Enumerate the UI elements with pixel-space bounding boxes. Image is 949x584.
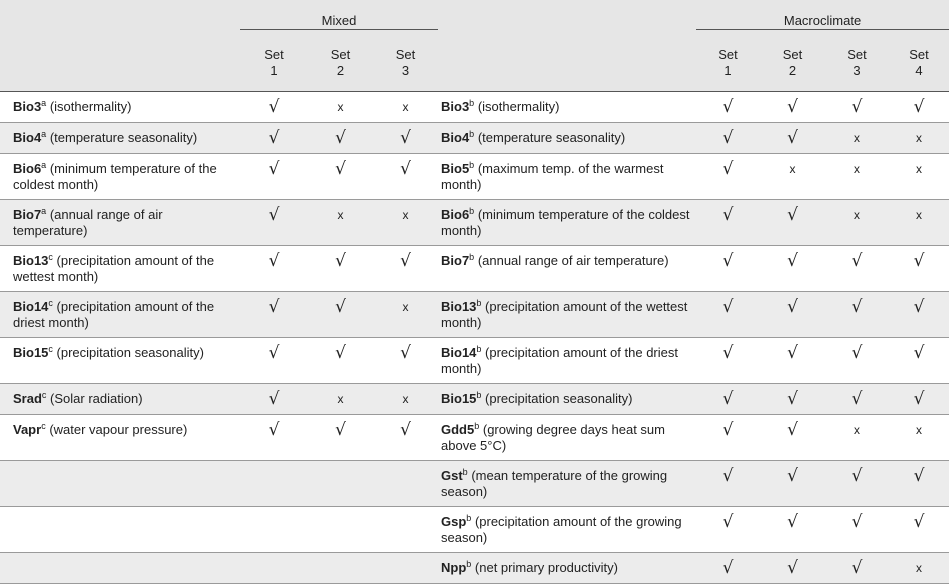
variable-footnote: b	[469, 252, 475, 262]
macro-set-mark	[825, 200, 889, 246]
variable-code: Bio15	[13, 345, 49, 360]
variable-code: Bio13	[13, 253, 49, 268]
check-mark: √	[913, 343, 925, 363]
mixed-set-mark	[373, 246, 438, 292]
check-mark: √	[787, 512, 798, 532]
variable-footnote: c	[48, 344, 53, 354]
variable-code: Gsp	[441, 514, 467, 529]
macroclimate-label: Macroclimate	[696, 13, 949, 30]
variable-footnote: b	[469, 98, 475, 108]
set-word: Set	[718, 46, 738, 62]
cross-mark: x	[402, 300, 409, 314]
mixed-variable-label	[0, 92, 240, 123]
cross-mark: x	[402, 392, 409, 406]
set-word: Set	[909, 46, 929, 62]
macro-variable-label	[438, 415, 696, 461]
table-row	[0, 384, 949, 415]
cross-mark: x	[337, 100, 344, 114]
check-mark: √	[913, 512, 925, 532]
variable-description: (minimum temperature of the coldest month)	[441, 207, 690, 238]
check-mark: √	[787, 97, 798, 117]
variable-footnote: c	[48, 252, 53, 262]
variable-code: Bio6	[441, 207, 470, 222]
mixed-variable-label	[0, 507, 240, 553]
variable-description: (precipitation amount of the wettest month)	[13, 253, 215, 284]
mixed-set-mark	[373, 154, 438, 200]
check-mark: √	[787, 251, 798, 271]
macro-set-mark	[825, 338, 889, 384]
check-mark: √	[787, 420, 798, 440]
macro-set-mark	[889, 123, 949, 154]
mixed-set-mark	[240, 461, 308, 507]
macro-variable-label	[438, 507, 696, 553]
variable-footnote: b	[466, 559, 472, 569]
check-mark: √	[851, 97, 863, 117]
check-mark: √	[913, 97, 925, 117]
check-mark: √	[335, 128, 346, 148]
mixed-variable-label	[0, 384, 240, 415]
variable-code: Gdd5	[441, 422, 475, 437]
macro-set-mark	[696, 507, 760, 553]
mixed-set-mark	[240, 507, 308, 553]
check-mark: √	[268, 159, 280, 179]
mixed-set-mark	[373, 292, 438, 338]
macro-set-header	[825, 34, 889, 92]
mixed-variable-label	[0, 461, 240, 507]
check-mark: √	[851, 389, 863, 409]
check-mark: √	[268, 297, 280, 317]
macro-set-mark	[889, 92, 949, 123]
check-mark: √	[722, 558, 734, 578]
macro-set-mark	[696, 338, 760, 384]
check-mark: √	[787, 205, 798, 225]
mixed-set-mark	[240, 154, 308, 200]
macro-set-mark	[696, 246, 760, 292]
mixed-set-mark	[308, 338, 373, 384]
mixed-set-mark	[308, 246, 373, 292]
macro-set-mark	[696, 123, 760, 154]
check-mark: √	[268, 343, 280, 363]
macroclimate-group-header	[696, 0, 949, 34]
mixed-set-mark	[308, 415, 373, 461]
macro-set-mark	[825, 461, 889, 507]
table-row	[0, 415, 949, 461]
macro-set-mark	[825, 292, 889, 338]
macro-set-mark	[825, 415, 889, 461]
set-word: Set	[330, 46, 351, 62]
variable-code: Bio6	[13, 161, 42, 176]
variable-code: Npp	[441, 560, 467, 575]
macro-variable-label	[438, 92, 696, 123]
variable-description: (precipitation seasonality)	[485, 391, 633, 406]
variable-description: (minimum temperature of the coldest month)	[13, 161, 217, 192]
set-number: 1	[724, 62, 732, 78]
mixed-set-mark	[308, 154, 373, 200]
cross-mark: x	[916, 208, 923, 222]
macro-set-mark	[889, 338, 949, 384]
table-row	[0, 123, 949, 154]
check-mark: √	[851, 251, 863, 271]
macro-variable-label	[438, 384, 696, 415]
variable-footnote: c	[41, 390, 47, 400]
macro-set-mark	[825, 246, 889, 292]
check-mark: √	[268, 97, 280, 117]
set-number: 3	[401, 62, 410, 78]
mixed-set-mark	[240, 246, 308, 292]
variable-code: Bio4	[441, 130, 470, 145]
mixed-variable-label	[0, 415, 240, 461]
macro-variable-label	[438, 154, 696, 200]
check-mark: √	[268, 389, 280, 409]
check-mark: √	[851, 297, 863, 317]
macro-set-mark	[760, 200, 825, 246]
variable-description: (net primary productivity)	[474, 560, 618, 575]
variable-description: (precipitation amount of the driest month)	[441, 345, 678, 376]
check-mark: √	[335, 297, 346, 317]
variable-footnote: a	[41, 206, 47, 216]
variable-code: Bio14	[441, 345, 477, 360]
mixed-set-mark	[373, 415, 438, 461]
table-row	[0, 507, 949, 553]
cross-mark: x	[337, 208, 344, 222]
mixed-set-mark	[240, 92, 308, 123]
mixed-set-mark	[373, 553, 438, 584]
variable-code: Bio5	[441, 161, 470, 176]
mixed-set-mark	[308, 200, 373, 246]
table-row	[0, 92, 949, 123]
variable-description: (precipitation amount of the driest month)	[13, 299, 215, 330]
mixed-set-mark	[373, 461, 438, 507]
check-mark: √	[722, 389, 734, 409]
macro-set-mark	[889, 461, 949, 507]
macro-set-mark	[889, 154, 949, 200]
cross-mark: x	[402, 208, 409, 222]
variable-description: (growing degree days heat sum above 5°C)	[441, 422, 665, 453]
mixed-variable-label	[0, 292, 240, 338]
macro-set-mark	[760, 384, 825, 415]
variable-code: Bio3	[441, 99, 470, 114]
check-mark: √	[268, 128, 280, 148]
macro-set-mark	[889, 384, 949, 415]
macro-set-mark	[825, 123, 889, 154]
mixed-variable-label	[0, 200, 240, 246]
macro-set-mark	[825, 92, 889, 123]
macro-set-mark	[889, 200, 949, 246]
variable-code: Bio7	[13, 207, 42, 222]
variable-footnote: b	[462, 467, 468, 477]
macro-set-mark	[696, 461, 760, 507]
macro-set-header	[760, 34, 825, 92]
macro-set-mark	[760, 415, 825, 461]
mixed-set-mark	[240, 553, 308, 584]
macro-variable-label	[438, 123, 696, 154]
variable-description: (mean temperature of the growing season)	[441, 468, 668, 499]
check-mark: √	[722, 128, 734, 148]
variable-code: Bio13	[441, 299, 477, 314]
cross-mark: x	[402, 100, 409, 114]
macro-set-header	[889, 34, 949, 92]
mixed-label: Mixed	[240, 13, 438, 30]
check-mark: √	[787, 343, 798, 363]
check-mark: √	[787, 466, 798, 486]
mixed-set-mark	[240, 415, 308, 461]
mixed-set-mark	[373, 507, 438, 553]
variable-footnote: b	[466, 513, 472, 523]
mixed-set-mark	[240, 123, 308, 154]
table-row	[0, 338, 949, 384]
table-row	[0, 553, 949, 584]
macro-set-mark	[696, 292, 760, 338]
check-mark: √	[722, 420, 734, 440]
macro-set-mark	[889, 507, 949, 553]
macro-set-mark	[760, 92, 825, 123]
check-mark: √	[851, 512, 863, 532]
check-mark: √	[787, 297, 798, 317]
mixed-set-mark	[373, 92, 438, 123]
mixed-set-mark	[240, 292, 308, 338]
check-mark: √	[268, 251, 280, 271]
check-mark: √	[335, 251, 346, 271]
macro-set-mark	[696, 200, 760, 246]
macro-variable-label	[438, 292, 696, 338]
macro-set-mark	[760, 507, 825, 553]
macro-set-mark	[760, 123, 825, 154]
macro-set-mark	[889, 415, 949, 461]
check-mark: √	[268, 205, 280, 225]
check-mark: √	[722, 159, 734, 179]
table-header	[0, 0, 949, 92]
check-mark: √	[913, 389, 925, 409]
set-word: Set	[264, 46, 284, 62]
cross-mark: x	[854, 162, 860, 176]
variable-description: (temperature seasonality)	[477, 130, 626, 145]
macro-set-mark	[696, 415, 760, 461]
mixed-variable-label	[0, 338, 240, 384]
macro-set-mark	[696, 154, 760, 200]
cross-mark: x	[854, 423, 860, 437]
set-number: 4	[915, 62, 923, 78]
check-mark: √	[913, 466, 925, 486]
macro-variable-label	[438, 461, 696, 507]
variable-code: Bio4	[13, 130, 42, 145]
mixed-set-mark	[308, 384, 373, 415]
check-mark: √	[787, 558, 798, 578]
check-mark: √	[722, 466, 734, 486]
cross-mark: x	[916, 561, 923, 575]
set-number: 2	[336, 62, 345, 78]
check-mark: √	[268, 420, 280, 440]
variable-description: (precipitation amount of the wettest month)	[441, 299, 688, 330]
macro-set-mark	[825, 384, 889, 415]
macro-variable-label	[438, 338, 696, 384]
check-mark: √	[722, 297, 734, 317]
variable-code: Gst	[441, 468, 463, 483]
cross-mark: x	[337, 392, 344, 406]
check-mark: √	[400, 420, 411, 440]
mixed-set-mark	[373, 384, 438, 415]
check-mark: √	[400, 343, 411, 363]
table-row	[0, 200, 949, 246]
check-mark: √	[400, 251, 411, 271]
macro-set-mark	[889, 553, 949, 584]
check-mark: √	[851, 343, 863, 363]
macro-set-mark	[760, 154, 825, 200]
check-mark: √	[851, 558, 863, 578]
macro-set-mark	[889, 246, 949, 292]
variable-description: (isothermality)	[477, 99, 560, 114]
mixed-set-mark	[373, 338, 438, 384]
variable-description: (annual range of air temperature)	[477, 253, 669, 268]
mixed-variable-label	[0, 154, 240, 200]
check-mark: √	[335, 343, 346, 363]
cross-mark: x	[916, 423, 923, 437]
macro-set-mark	[760, 338, 825, 384]
variable-description: (annual range of air temperature)	[13, 207, 163, 238]
macro-set-mark	[760, 292, 825, 338]
variable-footnote: b	[476, 298, 482, 308]
table-row	[0, 292, 949, 338]
variable-footnote: c	[41, 421, 46, 431]
mixed-set-mark	[240, 200, 308, 246]
variable-footnote: b	[469, 206, 475, 216]
macro-set-mark	[696, 384, 760, 415]
variable-code: Bio3	[13, 99, 42, 114]
variable-footnote: a	[41, 129, 47, 139]
macro-variable-label	[438, 246, 696, 292]
macro-set-mark	[760, 461, 825, 507]
variable-description: (precipitation seasonality)	[56, 345, 204, 360]
mixed-set-header	[240, 34, 308, 92]
cross-mark: x	[854, 208, 860, 222]
check-mark: √	[913, 251, 925, 271]
set-word: Set	[782, 46, 803, 62]
set-header-row	[0, 34, 949, 92]
check-mark: √	[722, 251, 734, 271]
table-row	[0, 154, 949, 200]
check-mark: √	[913, 297, 925, 317]
variable-footnote: b	[469, 160, 475, 170]
variable-footnote: b	[474, 421, 480, 431]
variable-code: Bio14	[13, 299, 49, 314]
mixed-set-header	[308, 34, 373, 92]
variable-footnote: b	[469, 129, 475, 139]
mixed-variable-label	[0, 246, 240, 292]
check-mark: √	[851, 466, 863, 486]
mixed-set-mark	[373, 200, 438, 246]
set-word: Set	[847, 46, 867, 62]
cross-mark: x	[854, 131, 860, 145]
cross-mark: x	[789, 162, 796, 176]
macro-set-header	[696, 34, 760, 92]
check-mark: √	[335, 159, 346, 179]
mixed-variable-label	[0, 553, 240, 584]
mixed-set-mark	[308, 553, 373, 584]
table-row	[0, 246, 949, 292]
mixed-set-mark	[308, 461, 373, 507]
macro-variable-label	[438, 553, 696, 584]
mixed-set-header	[373, 34, 438, 92]
variable-code: Bio7	[441, 253, 470, 268]
macro-set-mark	[889, 292, 949, 338]
mixed-variable-label	[0, 123, 240, 154]
check-mark: √	[335, 420, 346, 440]
variable-code: Vapr	[13, 422, 42, 437]
set-number: 1	[270, 62, 278, 78]
mixed-set-mark	[373, 123, 438, 154]
macro-set-mark	[696, 92, 760, 123]
set-number: 3	[853, 62, 861, 78]
variable-description: (temperature seasonality)	[49, 130, 198, 145]
variable-footnote: a	[41, 98, 47, 108]
cross-mark: x	[916, 131, 923, 145]
check-mark: √	[722, 343, 734, 363]
mixed-set-mark	[240, 384, 308, 415]
check-mark: √	[722, 205, 734, 225]
variable-footnote: c	[48, 298, 53, 308]
mixed-set-mark	[308, 123, 373, 154]
variable-description: (precipitation amount of the growing season)	[441, 514, 682, 545]
macro-variable-label	[438, 200, 696, 246]
set-word: Set	[395, 46, 416, 62]
mixed-set-mark	[308, 292, 373, 338]
check-mark: √	[400, 128, 411, 148]
variable-footnote: a	[41, 160, 47, 170]
check-mark: √	[400, 159, 411, 179]
macro-set-mark	[760, 246, 825, 292]
set-number: 2	[788, 62, 797, 78]
mixed-set-mark	[308, 507, 373, 553]
mixed-group-header	[240, 0, 438, 34]
variable-footnote: b	[476, 390, 482, 400]
variable-footnote: b	[476, 344, 482, 354]
variable-code: Srad	[13, 391, 42, 406]
variable-description: (water vapour pressure)	[49, 422, 188, 437]
macro-set-mark	[825, 154, 889, 200]
variable-code: Bio15	[441, 391, 477, 406]
macro-set-mark	[825, 553, 889, 584]
variable-description: (isothermality)	[49, 99, 132, 114]
variable-description: (maximum temp. of the warmest month)	[441, 161, 664, 192]
mixed-set-mark	[308, 92, 373, 123]
check-mark: √	[722, 97, 734, 117]
cross-mark: x	[916, 162, 923, 176]
mixed-set-mark	[240, 338, 308, 384]
macro-set-mark	[696, 553, 760, 584]
check-mark: √	[787, 128, 798, 148]
variable-description: (Solar radiation)	[50, 391, 143, 406]
macro-set-mark	[825, 507, 889, 553]
check-mark: √	[722, 512, 734, 532]
table-body	[0, 92, 949, 584]
table-row	[0, 461, 949, 507]
macro-set-mark	[760, 553, 825, 584]
check-mark: √	[787, 389, 798, 409]
